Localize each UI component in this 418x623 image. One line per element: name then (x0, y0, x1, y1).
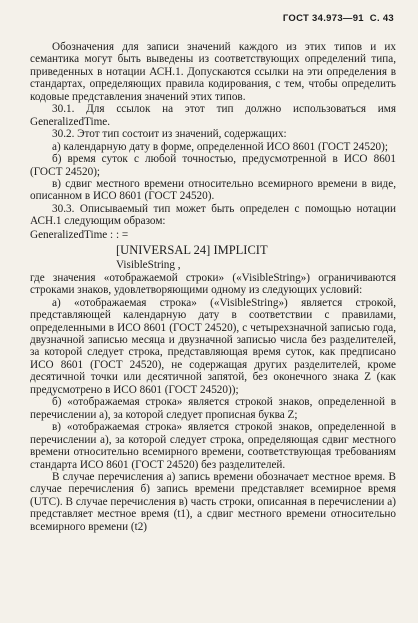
paragraph-where: где значения «отображаемой строки» («VisibleString») ограничиваются строками знаков, удовлетворяющими одному из следующих условий: (30, 271, 396, 297)
document-body (30, 41, 396, 533)
standard-number: ГОСТ 34.973—91 (282, 13, 364, 24)
paragraph-30-1: 30.1. Для ссылок на этот тип должно использоваться имя GeneralizedTime. (30, 103, 396, 128)
page-header (283, 13, 394, 24)
list-item-b: б) время суток с любой точностью, предусмотренной в ИСО 8601 (ГОСТ 24520); (30, 153, 396, 178)
page-number: С. 43 (369, 13, 394, 24)
paragraph-intro: Обозначения для записи значений каждого из этих типов и их семантика могут быть выведены из соответствующих определений типа, приведенных в нотации АСН.1. Допускаются ссылки на эти определения в стандартах, определяющих правила кодирования, с тем, чтобы определить кодовые представления значений этих типов. (30, 41, 396, 103)
list-item-a: а) календарную дату в форме, определенной ИСО 8601 (ГОСТ 24520); (52, 140, 388, 153)
paragraph-final: В случае перечисления а) запись времени обозначает местное время. В случае перечисления б) запись времени представляет всемирное время (UTC). В случае перечисления в) часть строки, описанная в перечислении а) представляет местное время (t1), а сдвиг местного времени относительно всемирного времени (t2) (30, 470, 396, 533)
paragraph-30-3: 30.3. Описываемый тип может быть определен с помощью нотации АСН.1 следующим образом: (30, 202, 396, 228)
code-visible-string: VisibleString , (116, 259, 181, 272)
list-item-v: в) сдвиг местного времени относительно всемирного времени в виде, описанном в ИСО 8601 (ГОСТ 24520). (30, 177, 396, 203)
condition-b: б) «отображаемая строка» является строкой знаков, определенной в перечислении а), за которой следует прописная буква Z; (30, 396, 396, 421)
code-definition-line: GeneralizedTime : : = (30, 228, 129, 241)
code-universal-tag: [UNIVERSAL 24] IMPLICIT (116, 243, 268, 258)
paragraph-30-2: 30.2. Этот тип состоит из значений, содержащих: (52, 128, 287, 141)
condition-v: в) «отображаемая строка» является строкой знаков, определенной в перечислении а), за которой следует строка, определяющая сдвиг местного времени относительно всемирного времени, соответствующая требованиям стандарта ИСО 8601 (ГОСТ 24520) без разделителей. (30, 421, 396, 471)
condition-a: а) «отображаемая строка» («VisibleString») является строкой, представляющей календарную дату в соответствии с правилами, определенными в ИСО 8601 (ГОСТ 24520), с четырехзначной записью года, двузначной записью месяца и двузначной записью числа без разделителей, за которой следует строка, представляющая время суток, как предписано ИСО 8601 (ГОСТ 24520), не содержащая других разделителей, кроме десятичной точки или десятичной запятой, без оконечного знака Z (как предусмотрено в ИСО 8601 (ГОСТ 24520)); (30, 296, 396, 396)
